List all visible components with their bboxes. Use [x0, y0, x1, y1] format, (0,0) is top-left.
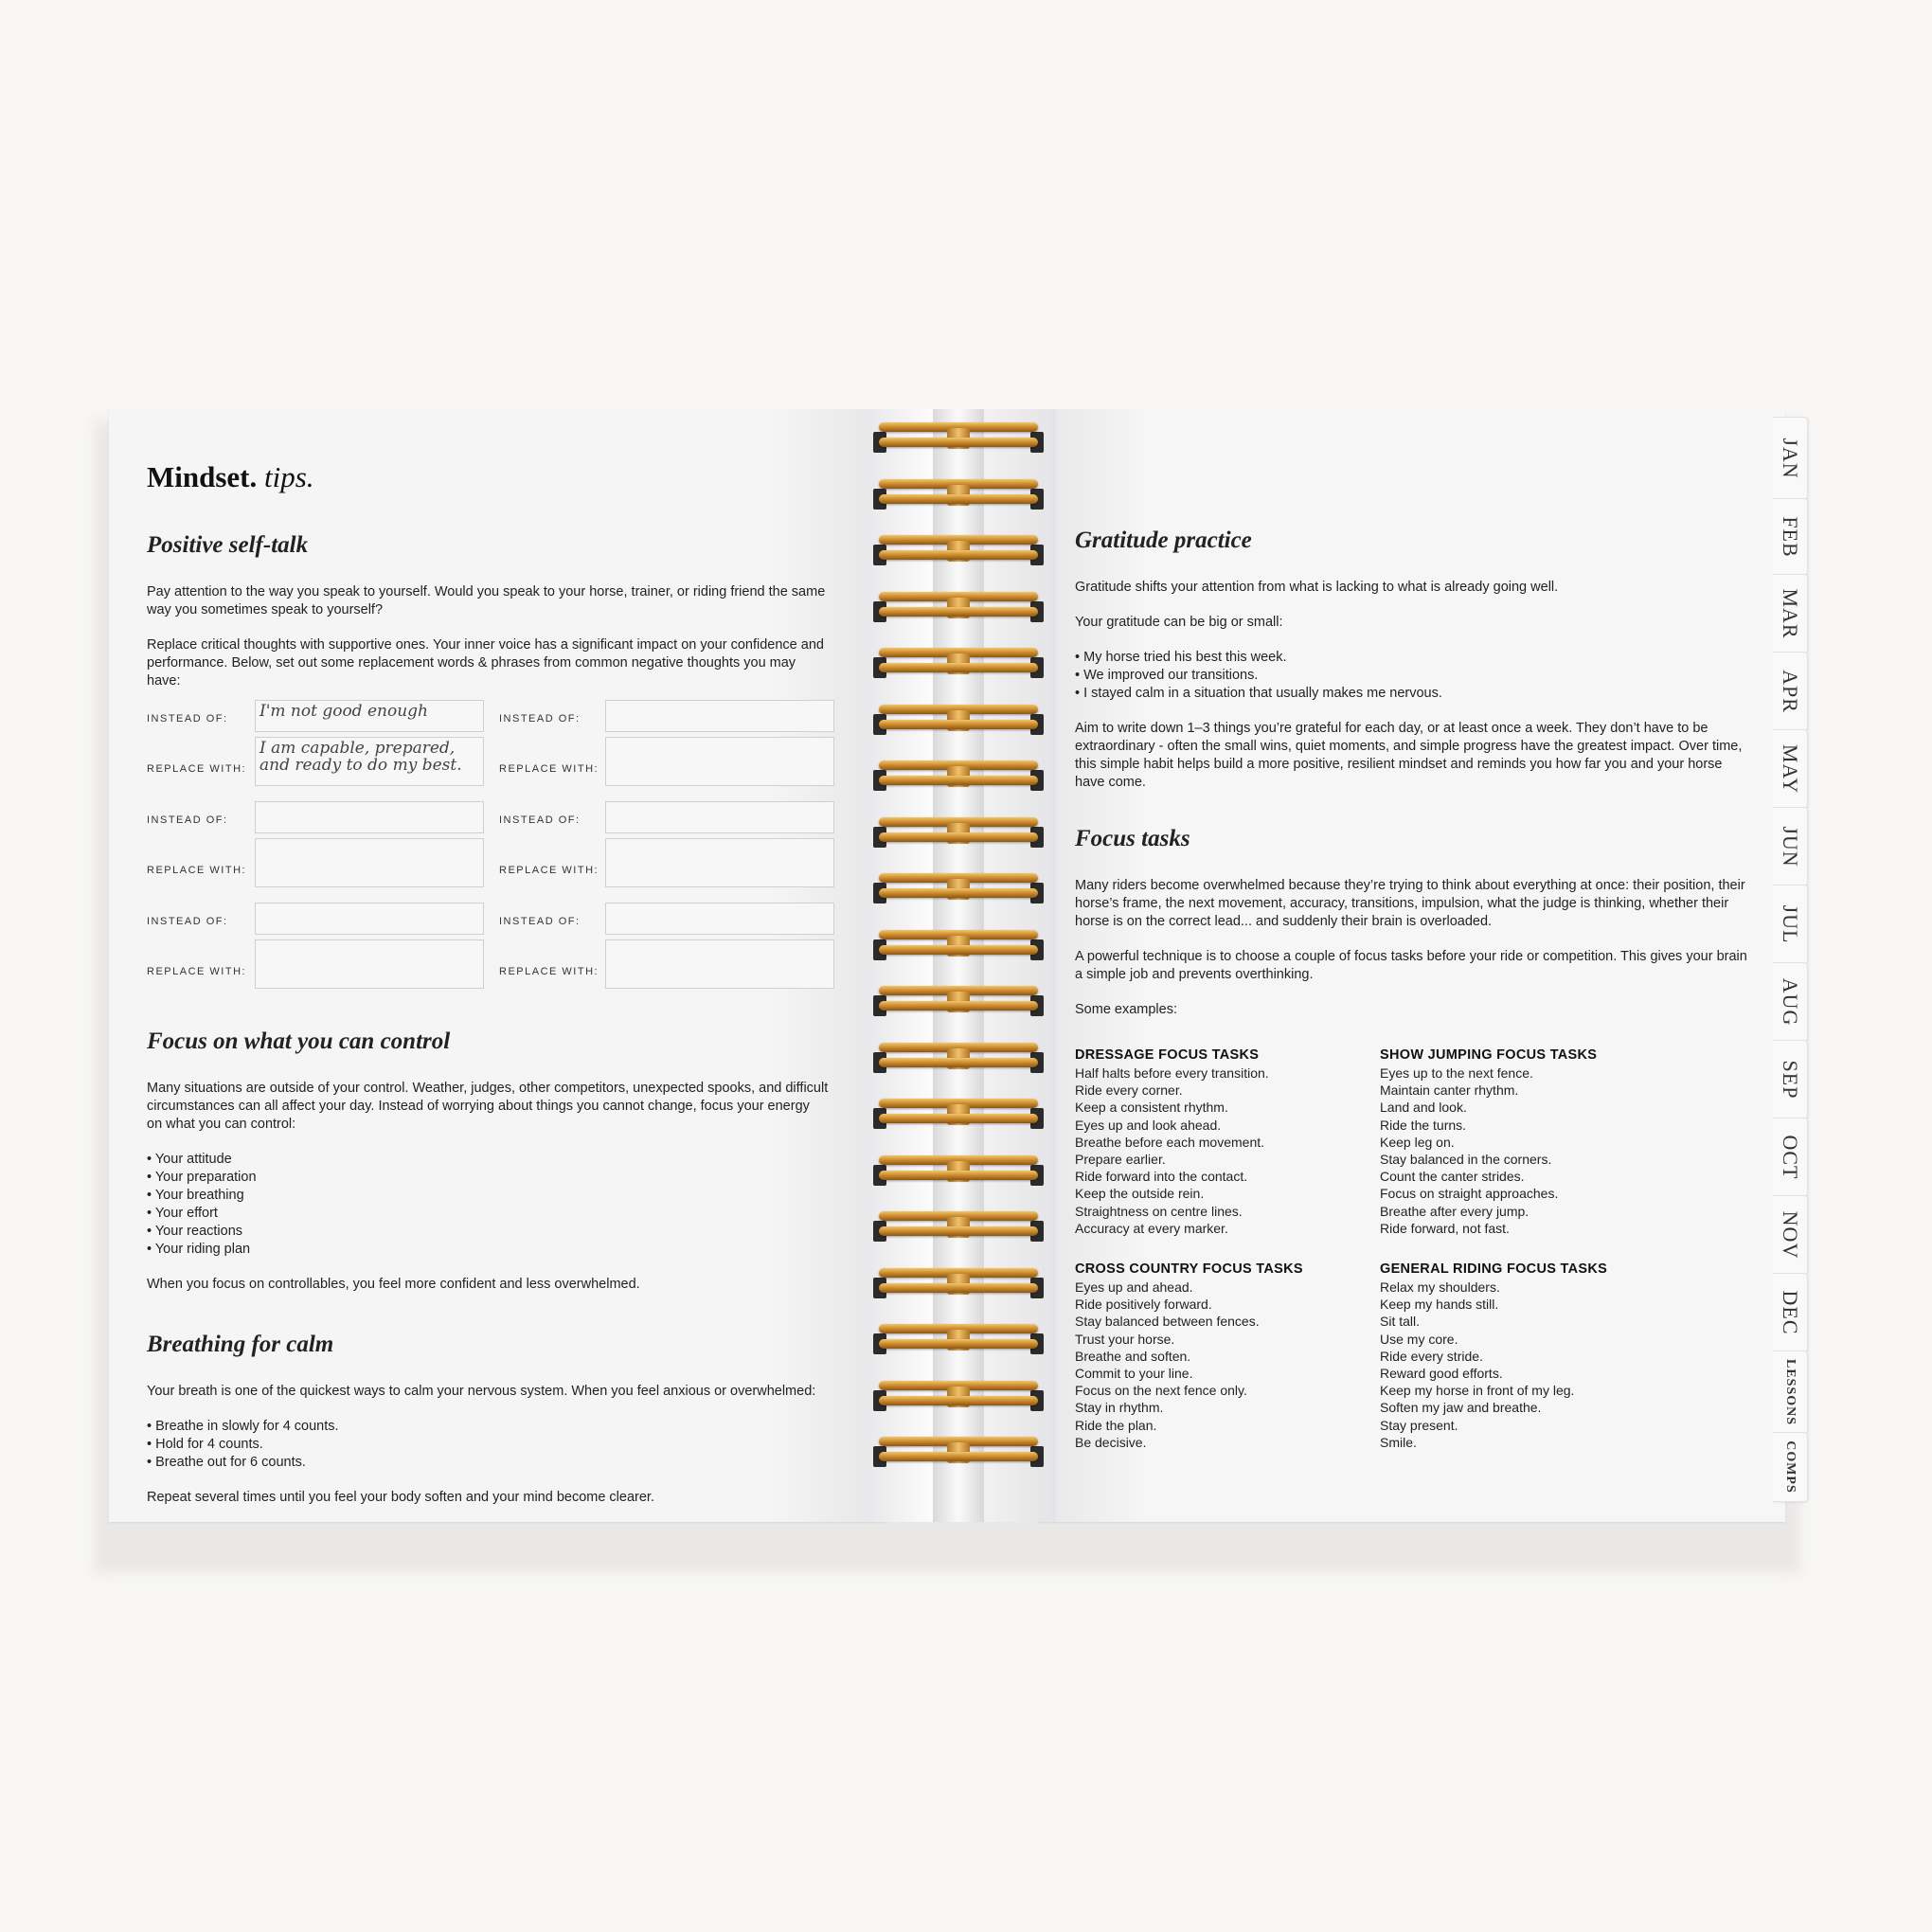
ring-wire	[879, 1452, 1038, 1461]
tab-label: COMPS	[1783, 1440, 1798, 1494]
tab-label: MAY	[1779, 743, 1802, 795]
tab-label: OCT	[1779, 1135, 1802, 1180]
list-item: Half halts before every transition.	[1075, 1065, 1269, 1081]
tab-label: APR	[1779, 670, 1802, 713]
list-item: Eyes up and look ahead.	[1075, 1117, 1222, 1133]
task-group-show-jumping	[1380, 1047, 1685, 1237]
list-item: • Breathe out for 6 counts.	[147, 1454, 829, 1472]
list-item: Count the canter strides.	[1380, 1169, 1525, 1185]
ring-wire	[879, 1171, 1038, 1180]
list-item: Trust your horse.	[1075, 1331, 1175, 1347]
list-item: Maintain canter rhythm.	[1380, 1082, 1519, 1099]
tab-may[interactable]	[1773, 729, 1808, 809]
instead-of-field[interactable]	[605, 801, 834, 833]
ring-wire	[879, 494, 1038, 504]
list-item: • Hold for 4 counts.	[147, 1436, 829, 1454]
gratitude-heading: Gratitude practice	[1075, 528, 1252, 553]
list-item: • Your effort	[147, 1205, 829, 1223]
ring-wire	[879, 888, 1038, 898]
focus-tasks-paragraph-2: A powerful technique is to choose a couple of focus tasks before your ride or competition. This gives your brain a simple job and prevents overthinking.	[1075, 949, 1747, 982]
binding-ring	[873, 1377, 1044, 1415]
tab-nov[interactable]	[1773, 1195, 1808, 1275]
list-item: Keep my hands still.	[1380, 1297, 1499, 1313]
list-item: Breathe after every jump.	[1380, 1203, 1530, 1219]
binding-ring	[873, 926, 1044, 964]
list-item: Use my core.	[1380, 1331, 1458, 1347]
ring-wire	[879, 663, 1038, 672]
replace-with-field[interactable]	[255, 838, 484, 887]
list-item: Stay present.	[1380, 1417, 1458, 1433]
focus-control-heading: Focus on what you can control	[147, 1029, 451, 1054]
tab-lessons[interactable]	[1773, 1351, 1808, 1434]
replace-with-field[interactable]	[605, 838, 834, 887]
ring-wire	[879, 776, 1038, 785]
ring-wire	[879, 550, 1038, 560]
self-talk-paragraph-1: Pay attention to the way you speak to yourself. Would you speak to your horse, trainer, or riding friend the same way you sometimes speak to yourself?	[147, 584, 826, 617]
list-item: • Your reactions	[147, 1223, 829, 1241]
binding-ring	[873, 982, 1044, 1020]
list-item: Reward good efforts.	[1380, 1366, 1503, 1382]
binding-ring	[873, 701, 1044, 739]
list-item: • We improved our transitions.	[1075, 667, 1747, 685]
ring-wire	[879, 1058, 1038, 1067]
list-item: Commit to your line.	[1075, 1366, 1193, 1382]
tab-jun[interactable]	[1773, 807, 1808, 886]
focus-tasks-heading: Focus tasks	[1075, 826, 1190, 851]
list-item: • Your attitude	[147, 1151, 829, 1169]
binding-ring	[873, 1208, 1044, 1245]
controllables-list	[147, 1151, 829, 1259]
focus-control-summary: When you focus on controllables, you feel more confident and less overwhelmed.	[147, 1277, 640, 1292]
breathing-list	[147, 1418, 829, 1472]
ring-wire	[879, 1226, 1038, 1236]
binding-ring	[873, 1095, 1044, 1133]
list-item: Breathe and soften.	[1075, 1348, 1191, 1364]
instead-of-field[interactable]	[605, 903, 834, 935]
tab-label: LESSONS	[1783, 1358, 1798, 1426]
binding-ring	[873, 644, 1044, 682]
list-item: Eyes up to the next fence.	[1380, 1065, 1533, 1081]
binding-ring	[873, 1264, 1044, 1302]
focus-tasks-paragraph-1: Many riders become overwhelmed because they’re trying to think about everything at once: their position, their horse’s frame, the next movement, accuracy, transitions, impulsion, what the judge is thinking, whether their horse is on the correct lead... and suddenly their brain is overloaded.	[1075, 878, 1745, 929]
list-item: • Breathe in slowly for 4 counts.	[147, 1418, 829, 1436]
tab-label: JUL	[1779, 904, 1802, 944]
binding-ring	[873, 1433, 1044, 1471]
instead-of-label: INSTEAD OF:	[147, 814, 228, 826]
tab-comps[interactable]	[1773, 1432, 1808, 1502]
instead-of-field[interactable]	[255, 903, 484, 935]
tab-oct[interactable]	[1773, 1118, 1808, 1197]
tab-dec[interactable]	[1773, 1273, 1808, 1352]
binding-ring	[873, 1152, 1044, 1190]
instead-of-label: INSTEAD OF:	[499, 915, 581, 927]
list-item: Ride the turns.	[1380, 1117, 1467, 1133]
ring-wire	[879, 720, 1038, 729]
list-item: Smile.	[1380, 1434, 1417, 1450]
tab-apr[interactable]	[1773, 652, 1808, 731]
tab-aug[interactable]	[1773, 962, 1808, 1042]
tab-label: SEP	[1779, 1060, 1802, 1100]
instead-of-label: INSTEAD OF:	[147, 712, 228, 724]
tab-label: MAR	[1779, 588, 1802, 639]
ring-wire	[879, 1339, 1038, 1349]
list-item: Accuracy at every marker.	[1075, 1220, 1228, 1236]
ring-wire	[879, 1283, 1038, 1293]
binding-ring	[873, 1039, 1044, 1077]
ring-wire	[879, 1001, 1038, 1011]
gratitude-paragraph-3: Aim to write down 1–3 things you’re grateful for each day, or at least once a week. They don’t have to be extraordinary - often the small wins, quiet moments, and simple progress have the greatest impact. Over time, this simple habit helps build a more positive, resilient mindset and reminds you how far you and your horse have come.	[1075, 721, 1743, 790]
gratitude-paragraph-2: Your gratitude can be big or small:	[1075, 615, 1283, 630]
replace-with-label: REPLACE WITH:	[499, 763, 599, 775]
tab-feb[interactable]	[1773, 498, 1808, 576]
binding-ring	[873, 814, 1044, 851]
replace-with-label: REPLACE WITH:	[147, 763, 247, 775]
ring-wire	[879, 1114, 1038, 1123]
tab-label: JAN	[1779, 438, 1802, 479]
list-item: Sit tall.	[1380, 1314, 1421, 1330]
list-item: Relax my shoulders.	[1380, 1279, 1500, 1296]
replace-with-field[interactable]: I am capable, prepared, and ready to do my best.	[255, 737, 484, 786]
list-item: Keep a consistent rhythm.	[1075, 1100, 1228, 1116]
gratitude-list	[1075, 649, 1747, 703]
breathing-heading: Breathing for calm	[147, 1332, 334, 1357]
list-item: Stay in rhythm.	[1075, 1400, 1164, 1416]
list-item: Soften my jaw and breathe.	[1380, 1400, 1542, 1416]
title-bold: Mindset.	[147, 460, 258, 493]
instead-of-field[interactable]: I'm not good enough	[255, 700, 484, 732]
tab-jan[interactable]	[1773, 417, 1808, 500]
task-group-title: SHOW JUMPING FOCUS TASKS	[1380, 1047, 1598, 1063]
instead-of-label: INSTEAD OF:	[499, 712, 581, 724]
list-item: Stay balanced in the corners.	[1380, 1152, 1552, 1168]
page-title	[147, 460, 829, 494]
right-page-content	[1075, 528, 1747, 1451]
tab-mar[interactable]	[1773, 574, 1808, 653]
binding-ring	[873, 869, 1044, 907]
list-item: • Your breathing	[147, 1187, 829, 1205]
task-group-dressage	[1075, 1047, 1380, 1237]
gratitude-paragraph-1: Gratitude shifts your attention from what is lacking to what is already going well.	[1075, 580, 1559, 595]
list-item: Be decisive.	[1075, 1434, 1147, 1450]
tab-sep[interactable]	[1773, 1040, 1808, 1119]
binding-ring	[873, 419, 1044, 456]
ring-wire	[879, 945, 1038, 955]
replace-with-field[interactable]	[255, 939, 484, 989]
self-talk-paragraph-2: Replace critical thoughts with supportive ones. Your inner voice has a significant impact on your confidence and performance. Below, set out some replacement words & phrases from common negative thoughts you may have:	[147, 637, 824, 689]
replace-with-field[interactable]	[605, 737, 834, 786]
instead-of-field[interactable]	[255, 801, 484, 833]
list-item: Ride every corner.	[1075, 1082, 1183, 1099]
breathing-paragraph: Your breath is one of the quickest ways to calm your nervous system. When you feel anxious or overwhelmed:	[147, 1384, 816, 1399]
instead-of-label: INSTEAD OF:	[147, 915, 228, 927]
positive-self-talk-heading: Positive self-talk	[147, 532, 309, 558]
tab-label: FEB	[1779, 516, 1802, 558]
instead-of-field[interactable]	[605, 700, 834, 732]
binding-ring	[873, 475, 1044, 513]
replace-with-label: REPLACE WITH:	[499, 865, 599, 876]
tab-label: AUG	[1779, 977, 1802, 1027]
focus-control-paragraph: Many situations are outside of your control. Weather, judges, other competitors, unexpected spooks, and difficult circumstances can all affect your day. Instead of worrying about things you cannot change, focus your energy on what you can control:	[147, 1081, 829, 1132]
task-group-general-riding	[1380, 1261, 1685, 1451]
binding-ring	[873, 588, 1044, 626]
list-item: Keep my horse in front of my leg.	[1380, 1383, 1575, 1399]
replace-with-field[interactable]	[605, 939, 834, 989]
replace-with-label: REPLACE WITH:	[499, 966, 599, 977]
task-group-title: CROSS COUNTRY FOCUS TASKS	[1075, 1261, 1303, 1278]
list-item: Focus on straight approaches.	[1380, 1186, 1559, 1202]
tab-jul[interactable]	[1773, 885, 1808, 964]
list-item: • Your preparation	[147, 1169, 829, 1187]
list-item: Eyes up and ahead.	[1075, 1279, 1193, 1296]
task-group-title: DRESSAGE FOCUS TASKS	[1075, 1047, 1260, 1063]
list-item: Keep leg on.	[1380, 1134, 1455, 1150]
list-item: • I stayed calm in a situation that usually makes me nervous.	[1075, 685, 1747, 703]
list-item: Ride the plan.	[1075, 1417, 1157, 1433]
task-group-title: GENERAL RIDING FOCUS TASKS	[1380, 1261, 1608, 1278]
ring-wire	[879, 832, 1038, 842]
list-item: Land and look.	[1380, 1100, 1467, 1116]
tab-label: NOV	[1779, 1210, 1802, 1260]
ring-wire	[879, 1396, 1038, 1405]
list-item: • Your riding plan	[147, 1241, 829, 1259]
binding-ring	[873, 757, 1044, 795]
title-italic: tips.	[264, 460, 314, 493]
binding-ring	[873, 1320, 1044, 1358]
task-group-cross-country	[1075, 1261, 1380, 1451]
list-item: Keep the outside rein.	[1075, 1186, 1205, 1202]
replace-with-label: REPLACE WITH:	[147, 865, 247, 876]
list-item: Focus on the next fence only.	[1075, 1383, 1247, 1399]
list-item: Straightness on centre lines.	[1075, 1203, 1243, 1219]
replacement-grid	[147, 700, 829, 1004]
tab-label: JUN	[1779, 826, 1802, 868]
list-item: Prepare earlier.	[1075, 1152, 1166, 1168]
list-item: Ride positively forward.	[1075, 1297, 1212, 1313]
list-item: Ride forward into the contact.	[1075, 1169, 1248, 1185]
replace-with-label: REPLACE WITH:	[147, 966, 247, 977]
list-item: • My horse tried his best this week.	[1075, 649, 1747, 667]
left-page-content	[147, 460, 829, 1524]
instead-of-label: INSTEAD OF:	[499, 814, 581, 826]
ring-wire	[879, 607, 1038, 617]
focus-tasks-paragraph-3: Some examples:	[1075, 1002, 1177, 1017]
list-item: Ride forward, not fast.	[1380, 1220, 1510, 1236]
focus-task-groups	[1075, 1047, 1747, 1451]
list-item: Breathe before each movement.	[1075, 1134, 1265, 1150]
list-item: Stay balanced between fences.	[1075, 1314, 1260, 1330]
breathing-summary: Repeat several times until you feel your body soften and your mind become clearer.	[147, 1490, 654, 1505]
list-item: Ride every stride.	[1380, 1348, 1483, 1364]
ring-wire	[879, 438, 1038, 447]
tab-label: DEC	[1779, 1290, 1802, 1335]
binding-ring	[873, 531, 1044, 569]
